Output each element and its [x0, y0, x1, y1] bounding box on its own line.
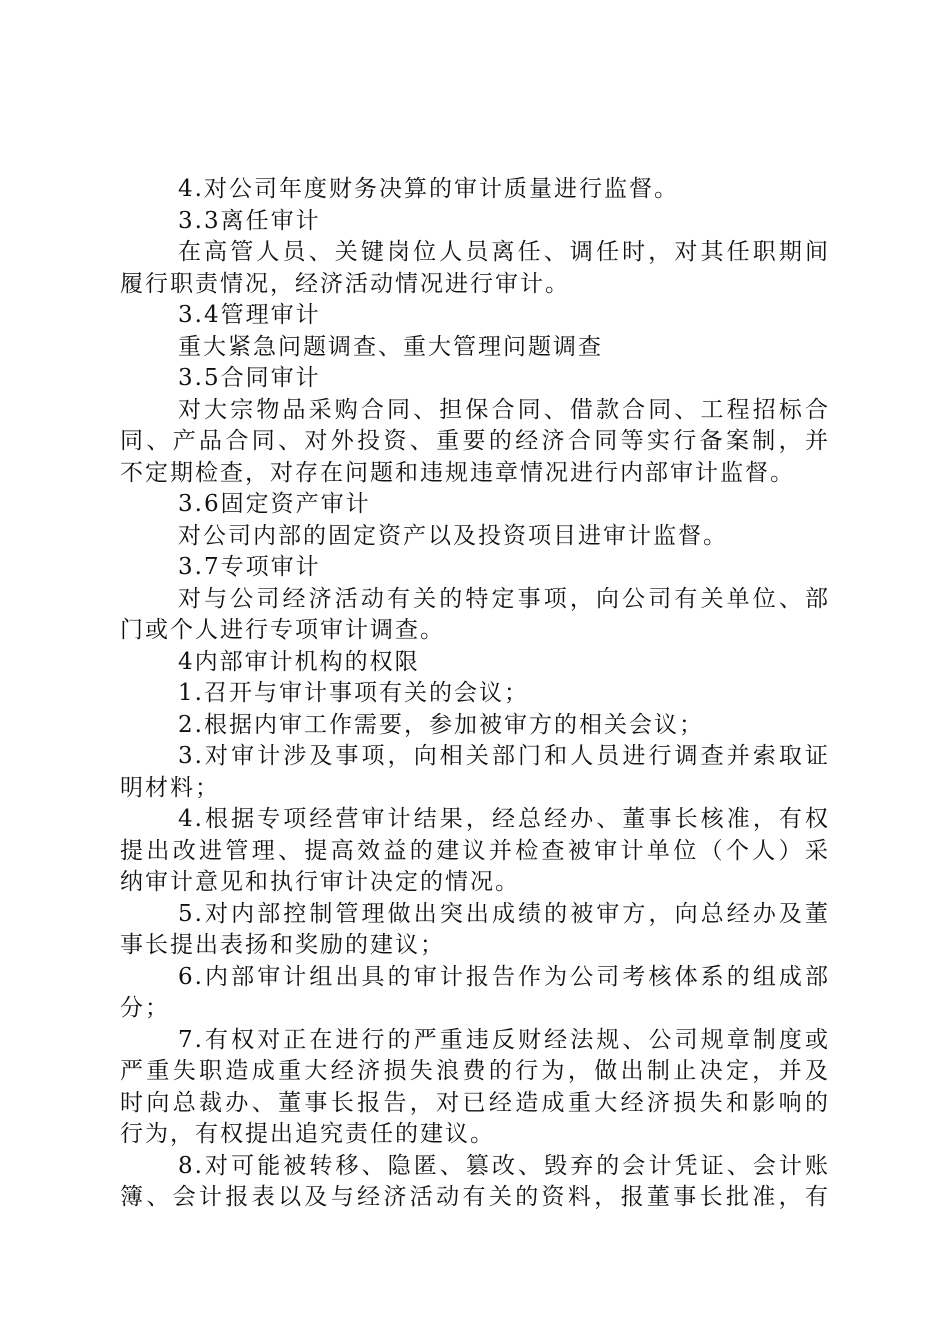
- text-line: 4.对公司年度财务决算的审计质量进行监督。: [178, 176, 679, 202]
- document-body: [120, 174, 830, 1214]
- text-line: 同、产品合同、对外投资、重要的经济合同等实行备案制，并: [120, 428, 830, 454]
- text-line: 重大紧急问题调查、重大管理问题调查: [178, 333, 603, 360]
- list-item: 4.根据专项经营审计结果，经总经办、董事长核准，有权: [178, 806, 830, 832]
- text-line: 在高管人员、关键岗位人员离任、调任时，对其任职期间: [178, 239, 830, 265]
- list-item: 3.对审计涉及事项，向相关部门和人员进行调查并索取证: [178, 743, 830, 769]
- text-line: 门或个人进行专项审计调查。: [120, 617, 445, 643]
- text-line: 不定期检查，对存在问题和违规违章情况进行内部审计监督。: [120, 459, 795, 486]
- section-heading: 3.3离任审计: [178, 207, 321, 234]
- list-item: 2.根据内审工作需要，参加被审方的相关会议；: [178, 711, 704, 738]
- text-line: 严重失职造成重大经济损失浪费的行为，做出制止决定，并及: [120, 1058, 830, 1084]
- text-line: 明材料；: [120, 774, 220, 801]
- text-line: 对大宗物品采购合同、担保合同、借款合同、工程招标合: [178, 396, 830, 423]
- list-item: 5.对内部控制管理做出突出成绩的被审方，向总经办及董: [178, 900, 830, 927]
- text-line: 对公司内部的固定资产以及投资项目进审计监督。: [178, 522, 728, 549]
- list-item: 1.召开与审计事项有关的会议；: [178, 680, 529, 706]
- text-line: 对与公司经济活动有关的特定事项，向公司有关单位、部: [178, 585, 830, 612]
- section-heading: 4内部审计机构的权限: [178, 648, 420, 675]
- list-item: 6.内部审计组出具的审计报告作为公司考核体系的组成部: [178, 963, 830, 990]
- list-item: 8.对可能被转移、隐匿、篡改、毁弃的会计凭证、会计账: [178, 1152, 830, 1179]
- section-heading: 3.5合同审计: [178, 365, 321, 391]
- text-line: 分；: [120, 995, 170, 1021]
- section-heading: 3.4管理审计: [178, 302, 321, 328]
- text-line: 纳审计意见和执行审计决定的情况。: [120, 869, 520, 895]
- text-line: 时向总裁办、董事长报告，对已经造成重大经济损失和影响的: [120, 1089, 830, 1116]
- text-line: 簿、会计报表以及与经济活动有关的资料，报董事长批准，有: [120, 1184, 830, 1210]
- text-line: 履行职责情况，经济活动情况进行审计。: [120, 270, 570, 297]
- list-item: 7.有权对正在进行的严重违反财经法规、公司规章制度或: [178, 1026, 830, 1053]
- text-line: 提出改进管理、提高效益的建议并检查被审计单位（个人）采: [120, 837, 830, 864]
- text-line: 行为，有权提出追究责任的建议。: [120, 1121, 495, 1147]
- section-heading: 3.7专项审计: [178, 554, 321, 580]
- section-heading: 3.6固定资产审计: [178, 491, 371, 517]
- text-line: 事长提出表扬和奖励的建议；: [120, 932, 445, 958]
